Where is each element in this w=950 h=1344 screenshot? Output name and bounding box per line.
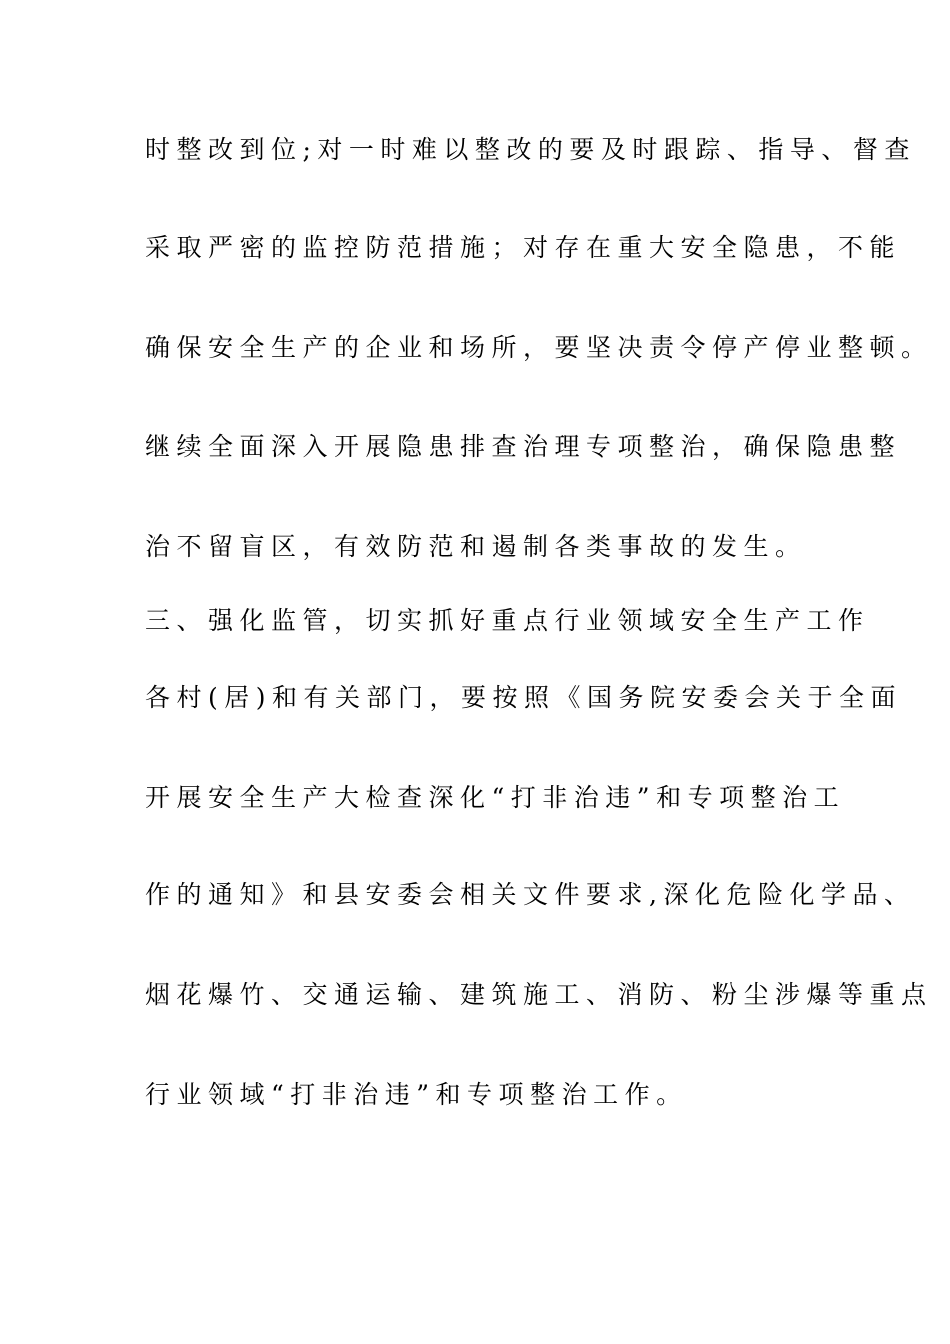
section-heading: 三、强化监管，切实抓好重点行业领域安全生产工作 bbox=[145, 606, 870, 635]
paragraph-line: 各村(居)和有关部门，要按照《国务院安委会关于全面 bbox=[145, 683, 903, 712]
paragraph-line: 时整改到位;对一时难以整改的要及时跟踪、指导、督查 bbox=[145, 135, 916, 164]
paragraph-line: 行业领域“打非治违”和专项整治工作。 bbox=[145, 1080, 688, 1109]
paragraph-line: 采取严密的监控防范措施；对存在重大安全隐患，不能 bbox=[145, 233, 902, 262]
paragraph-line: 烟花爆竹、交通运输、建筑施工、消防、粉尘涉爆等重点 bbox=[145, 980, 933, 1009]
paragraph-line: 治不留盲区，有效防范和遏制各类事故的发生。 bbox=[145, 532, 807, 561]
paragraph-line: 确保安全生产的企业和场所，要坚决责令停产停业整顿。 bbox=[145, 333, 933, 362]
paragraph-line: 开展安全生产大检查深化“打非治违”和专项整治工 bbox=[145, 783, 846, 812]
paragraph-line: 继续全面深入开展隐患排查治理专项整治，确保隐患整 bbox=[145, 432, 902, 461]
paragraph-line: 作的通知》和县安委会相关文件要求,深化危险化学品、 bbox=[145, 880, 916, 909]
